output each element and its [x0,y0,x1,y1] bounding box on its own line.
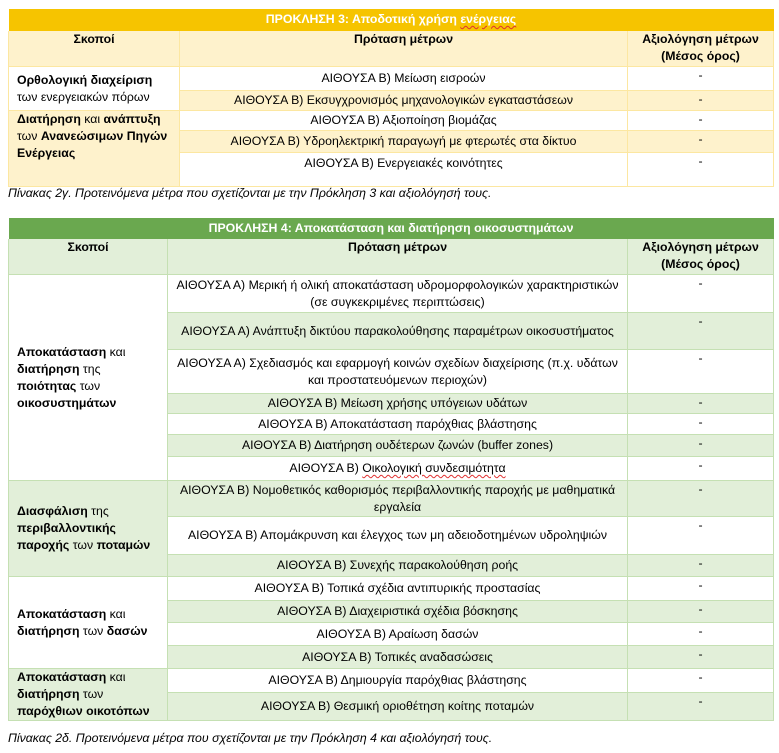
measure-cell: ΑΙΘΟΥΣΑ Β) Θεσμική οριοθέτηση κοίτης ποταμών [168,693,628,721]
score-cell: - [628,577,774,601]
score-cell: - [628,394,774,414]
score-cell: - [628,275,774,313]
score-cell: - [628,435,774,457]
goal-cell: Αποκατάσταση και διατήρηση των παρόχθιων οικοτόπων [9,669,168,721]
col-header-measures: Πρόταση μέτρων [180,31,628,67]
score-cell: - [628,555,774,577]
measure-cell: ΑΙΘΟΥΣΑ Β) Νομοθετικός καθορισμός περιβαλλοντικής παροχής με μαθηματικά εργαλεία [168,481,628,517]
score-cell: - [628,91,774,111]
table-row [9,275,774,313]
table-caption: Πίνακας 2γ. Προτεινόμενα μέτρα που σχετίζονται με την Πρόκληση 3 και αξιολόγησή τους. [8,186,492,200]
measure-cell: ΑΙΘΟΥΣΑ Β) Αραίωση δασών [168,623,628,646]
score-cell: - [628,111,774,131]
table-row [9,67,774,91]
score-cell: - [628,693,774,721]
score-cell: - [628,517,774,555]
measure-cell: ΑΙΘΟΥΣΑ Β) Διατήρηση ουδέτερων ζωνών (buffer zones) [168,435,628,457]
challenge-3-table [8,8,774,187]
measure-cell: ΑΙΘΟΥΣΑ Β) Αξιοποίηση βιομάζας [180,111,628,131]
table-row [9,111,774,131]
score-cell: - [628,601,774,623]
score-cell: - [628,481,774,517]
measure-cell: ΑΙΘΟΥΣΑ Β) Εκσυγχρονισμός μηχανολογικών εγκαταστάσεων [180,91,628,111]
goal-cell: Αποκατάσταση και διατήρηση της ποιότητας των οικοσυστημάτων [9,275,168,481]
score-cell: - [628,67,774,91]
score-cell: - [628,131,774,153]
score-cell: - [628,414,774,435]
goal-cell: Διασφάλιση της περιβαλλοντικής παροχής των ποταμών [9,481,168,577]
goal-cell: Ορθολογική διαχείριση των ενεργειακών πόρων [9,67,180,111]
challenge-4-table [8,217,774,721]
challenge-3-banner: ΠΡΟΚΛΗΣΗ 3: Αποδοτική χρήση ενέργειας [9,9,774,31]
table-row [9,481,774,517]
measure-cell: ΑΙΘΟΥΣΑ Β) Ενεργειακές κοινότητες [180,153,628,187]
goal-cell: Αποκατάσταση και διατήρηση των δασών [9,577,168,669]
table-caption: Πίνακας 2δ. Προτεινόμενα μέτρα που σχετίζονται με την Πρόκληση 4 και αξιολόγησή τους. [8,731,493,745]
challenge-4-banner: ΠΡΟΚΛΗΣΗ 4: Αποκατάσταση και διατήρηση οικοσυστημάτων [9,218,774,239]
score-cell: - [628,313,774,350]
score-cell: - [628,646,774,669]
score-cell: - [628,350,774,394]
measure-cell: ΑΙΘΟΥΣΑ Β) Διαχειριστικά σχέδια βόσκησης [168,601,628,623]
col-header-score: Αξιολόγηση μέτρων (Μέσος όρος) [628,239,774,275]
score-cell: - [628,457,774,481]
table-row [9,577,774,601]
measure-cell: ΑΙΘΟΥΣΑ Β) Υδροηλεκτρική παραγωγή με φτερωτές στα δίκτυο [180,131,628,153]
score-cell: - [628,669,774,693]
measure-cell: ΑΙΘΟΥΣΑ Β) Απομάκρυνση και έλεγχος των μη αδειοδοτημένων υδροληψιών [168,517,628,555]
goal-cell: Διατήρηση και ανάπτυξη των Ανανεώσιμων Πηγών Ενέργειας [9,111,180,187]
measure-cell: ΑΙΘΟΥΣΑ Β) Μείωση εισροών [180,67,628,91]
measure-cell: ΑΙΘΟΥΣΑ Α) Σχεδιασμός και εφαρμογή κοινών σχεδίων διαχείρισης (π.χ. υδάτων και προστατευόμενων περιοχών) [168,350,628,394]
score-cell: - [628,153,774,187]
measure-cell: ΑΙΘΟΥΣΑ Β) Αποκατάσταση παρόχθιας βλάστησης [168,414,628,435]
measure-cell: ΑΙΘΟΥΣΑ Β) Συνεχής παρακολούθηση ροής [168,555,628,577]
measure-cell: ΑΙΘΟΥΣΑ Α) Μερική ή ολική αποκατάσταση υδρομορφολογικών χαρακτηριστικών (σε συγκεκριμένες περιπτώσεις) [168,275,628,313]
measure-cell: ΑΙΘΟΥΣΑ Β) Τοπικές αναδασώσεις [168,646,628,669]
measure-cell: ΑΙΘΟΥΣΑ Α) Ανάπτυξη δικτύου παρακολούθησης παραμέτρων οικοσυστήματος [168,313,628,350]
measure-cell: ΑΙΘΟΥΣΑ Β) Δημιουργία παρόχθιας βλάστησης [168,669,628,693]
measure-cell: ΑΙΘΟΥΣΑ Β) Τοπικά σχέδια αντιπυρικής προστασίας [168,577,628,601]
col-header-goals: Σκοποί [9,239,168,275]
col-header-measures: Πρόταση μέτρων [168,239,628,275]
measure-cell: ΑΙΘΟΥΣΑ Β) Οικολογική συνδεσιμότητα [168,457,628,481]
score-cell: - [628,623,774,646]
col-header-score: Αξιολόγηση μέτρων (Μέσος όρος) [628,31,774,67]
col-header-goals: Σκοποί [9,31,180,67]
measure-cell: ΑΙΘΟΥΣΑ Β) Μείωση χρήσης υπόγειων υδάτων [168,394,628,414]
table-row [9,669,774,693]
